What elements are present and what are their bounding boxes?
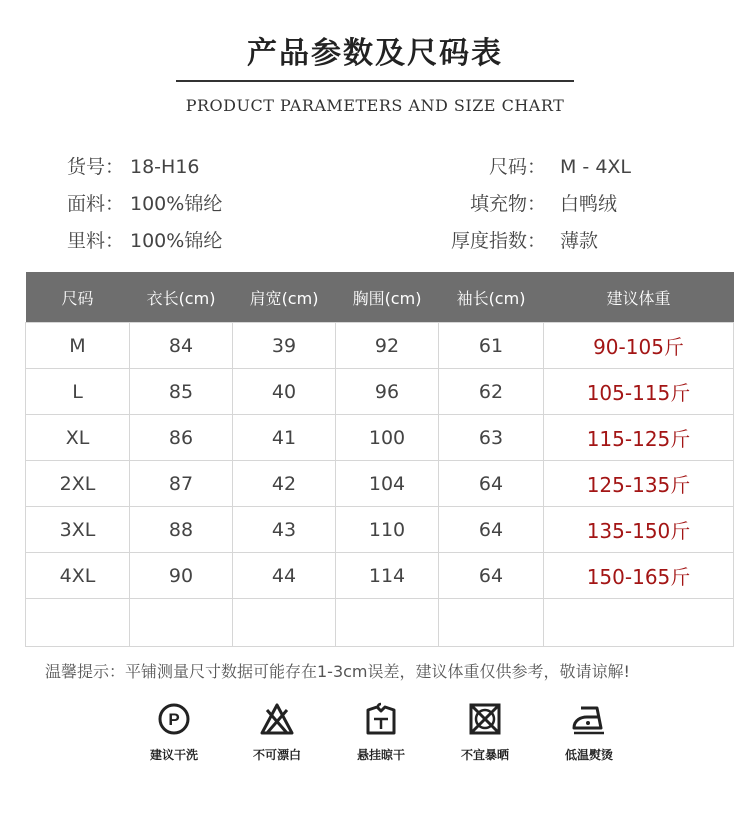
table-cell: 110 xyxy=(336,507,439,553)
table-cell: 64 xyxy=(439,461,544,507)
table-cell: 87 xyxy=(130,461,233,507)
column-header: 尺码 xyxy=(26,272,130,323)
table-cell: 41 xyxy=(233,415,336,461)
column-header: 衣长(cm) xyxy=(130,272,233,323)
param-label: 里料： xyxy=(66,230,124,252)
care-label: 不可漂白 xyxy=(252,748,301,762)
table-header-row xyxy=(26,272,734,323)
no-bleach-icon xyxy=(259,702,295,736)
dry-clean-icon xyxy=(157,702,191,736)
table-cell-empty xyxy=(336,599,439,647)
column-header: 胸围(cm) xyxy=(336,272,439,323)
column-header: 建议体重 xyxy=(544,272,734,323)
weight-cell: 115-125斤 xyxy=(544,415,734,461)
table-cell: 84 xyxy=(130,323,233,369)
table-cell: 96 xyxy=(336,369,439,415)
param-fabric xyxy=(46,189,222,216)
table-row xyxy=(26,461,734,507)
table-cell-empty xyxy=(233,599,336,647)
table-cell: 86 xyxy=(130,415,233,461)
table-cell: 104 xyxy=(336,461,439,507)
table-cell: 40 xyxy=(233,369,336,415)
table-cell-empty xyxy=(544,599,734,647)
page-title: 产品参数及尺码表 xyxy=(247,36,503,71)
param-value: 薄款 xyxy=(560,230,599,252)
table-cell: 2XL xyxy=(26,461,130,507)
table-cell: 44 xyxy=(233,553,336,599)
table-cell: 100 xyxy=(336,415,439,461)
table-cell: XL xyxy=(26,415,130,461)
care-label: 悬挂晾干 xyxy=(356,748,405,762)
table-cell: 114 xyxy=(336,553,439,599)
param-label: 面料： xyxy=(66,193,124,215)
param-label: 厚度指数： xyxy=(450,230,546,252)
param-item-number xyxy=(46,152,200,179)
param-value: 100%锦纶 xyxy=(130,230,223,252)
table-cell: 90 xyxy=(130,553,233,599)
param-value: 100%锦纶 xyxy=(130,193,223,215)
param-value: 18-H16 xyxy=(130,156,200,178)
param-value: M - 4XL xyxy=(560,156,632,178)
care-item-low-iron xyxy=(534,702,644,763)
table-cell: 42 xyxy=(233,461,336,507)
table-cell: 61 xyxy=(439,323,544,369)
weight-cell: 150-165斤 xyxy=(544,553,734,599)
care-item-no-bleach xyxy=(222,702,332,763)
table-cell-empty xyxy=(26,599,130,647)
param-thickness xyxy=(432,226,598,253)
table-row xyxy=(26,369,734,415)
no-tumble-dry-icon xyxy=(468,702,502,736)
column-header: 袖长(cm) xyxy=(439,272,544,323)
svg-text:P: P xyxy=(168,710,180,729)
table-row-empty xyxy=(26,599,734,647)
care-label: 建议干洗 xyxy=(149,748,198,762)
param-label: 货号： xyxy=(66,156,124,178)
table-cell: 4XL xyxy=(26,553,130,599)
table-cell: 3XL xyxy=(26,507,130,553)
care-label: 不宜暴晒 xyxy=(460,748,509,762)
param-size-range xyxy=(432,152,631,179)
table-row xyxy=(26,507,734,553)
table-cell: 64 xyxy=(439,507,544,553)
weight-cell: 125-135斤 xyxy=(544,461,734,507)
table-row xyxy=(26,323,734,369)
column-header: 肩宽(cm) xyxy=(233,272,336,323)
table-cell: 85 xyxy=(130,369,233,415)
table-cell: L xyxy=(26,369,130,415)
table-row xyxy=(26,553,734,599)
param-label: 填充物： xyxy=(469,193,546,215)
param-value: 白鸭绒 xyxy=(560,193,618,215)
measurement-note: 温馨提示：平铺测量尺寸数据可能存在1-3cm误差，建议体重仅供参考，敬请谅解! xyxy=(45,662,630,681)
care-item-no-sun xyxy=(430,702,540,763)
table-cell: 88 xyxy=(130,507,233,553)
low-iron-icon xyxy=(571,702,607,736)
care-label: 低温熨烫 xyxy=(564,748,613,762)
title-divider xyxy=(176,80,574,82)
table-cell: 43 xyxy=(233,507,336,553)
table-row xyxy=(26,415,734,461)
hang-dry-icon xyxy=(364,702,398,736)
weight-cell: 105-115斤 xyxy=(544,369,734,415)
table-cell: 64 xyxy=(439,553,544,599)
page-subtitle: PRODUCT PARAMETERS AND SIZE CHART xyxy=(185,96,565,115)
table-cell: 92 xyxy=(336,323,439,369)
care-item-hang-dry xyxy=(326,702,436,763)
weight-cell: 90-105斤 xyxy=(544,323,734,369)
table-cell: 62 xyxy=(439,369,544,415)
table-cell: M xyxy=(26,323,130,369)
param-filling xyxy=(432,189,617,216)
param-label: 尺码： xyxy=(488,156,546,178)
table-cell: 63 xyxy=(439,415,544,461)
weight-cell: 135-150斤 xyxy=(544,507,734,553)
care-item-dry-clean xyxy=(119,702,229,763)
table-cell-empty xyxy=(439,599,544,647)
table-cell-empty xyxy=(130,599,233,647)
table-cell: 39 xyxy=(233,323,336,369)
param-lining xyxy=(46,226,222,253)
size-chart-table xyxy=(25,272,734,647)
